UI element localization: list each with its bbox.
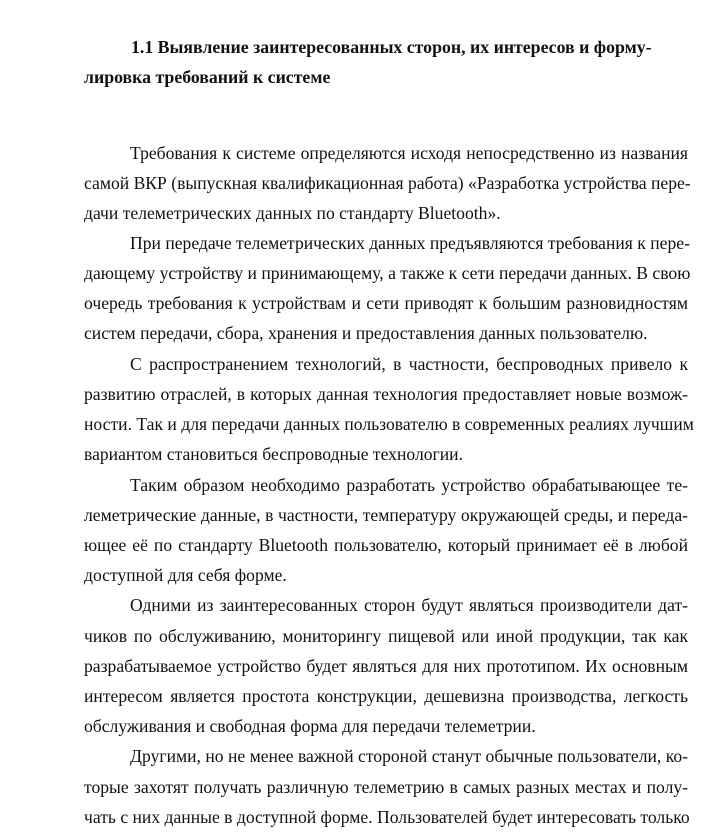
paragraph-5-line-1: Одними из заинтересованных сторон будут являться производители дат- bbox=[130, 595, 688, 615]
section-heading-line-1: 1.1 Выявление заинтересованных сторон, их интересов и форму- bbox=[131, 37, 652, 57]
paragraph-3-line-4: вариантом становиться беспроводные технологии. bbox=[84, 444, 463, 464]
paragraph-4-line-1: Таким образом необходимо разработать устройство обрабатывающее те- bbox=[130, 475, 688, 495]
paragraph-1-line-1: Требования к системе определяются исходя непосредственно из названия bbox=[130, 143, 688, 163]
paragraph-1-line-3: дачи телеметрических данных по стандарту Bluetooth». bbox=[84, 203, 501, 223]
paragraph-6-line-2: торые захотят получать различную телеметрию в самых разных местах и полу- bbox=[84, 777, 688, 797]
paragraph-2-line-3: очередь требования к устройствам и сети приводят к большим разновидностям bbox=[84, 293, 688, 313]
paragraph-3-line-2: развитию отраслей, в которых данная технология предоставляет новые возмож- bbox=[84, 384, 688, 404]
paragraph-2-line-1: При передаче телеметрических данных предъявляются требования к пере- bbox=[130, 233, 690, 253]
paragraph-4-line-2: леметрические данные, в частности, температуру окружающей среды, и переда- bbox=[84, 505, 688, 525]
paragraph-6-line-1: Другими, но не менее важной стороной станут обычные пользователи, ко- bbox=[130, 746, 689, 766]
paragraph-3-line-3: ности. Так и для передачи данных пользователю в современных реалиях лучшим bbox=[84, 414, 694, 434]
section-heading-line-2: лировка требований к системе bbox=[84, 67, 331, 87]
paragraph-5-line-3: разрабатываемое устройство будет являться для них прототипом. Их основным bbox=[84, 656, 688, 676]
paragraph-1-line-2: самой ВКР (выпускная квалификационная работа) «Разработка устройства пере- bbox=[84, 173, 691, 193]
paragraph-3-line-1: С распространением технологий, в частности, беспроводных привело к bbox=[130, 354, 688, 374]
paragraph-2-line-2: дающему устройству и принимающему, а также к сети передачи данных. В свою bbox=[84, 263, 691, 283]
paragraph-4-line-3: ющее её по стандарту Bluetooth пользователю, который принимает её в любой bbox=[84, 535, 688, 555]
paragraph-4-line-4: доступной для себя форме. bbox=[84, 565, 287, 585]
paragraph-6-line-3: чать с них данные в доступной форме. Пользователей будет интересовать только bbox=[84, 807, 690, 827]
paragraph-5-line-2: чиков по обслуживанию, мониторингу пищевой или иной продукции, так как bbox=[84, 626, 688, 646]
paragraph-5-line-4: интересом является простота конструкции, дешевизна производства, легкость bbox=[84, 686, 688, 706]
paragraph-2-line-4: систем передачи, сбора, хранения и предоставления данных пользователю. bbox=[84, 323, 648, 343]
paragraph-5-line-5: обслуживания и свободная форма для передачи телеметрии. bbox=[84, 716, 536, 736]
